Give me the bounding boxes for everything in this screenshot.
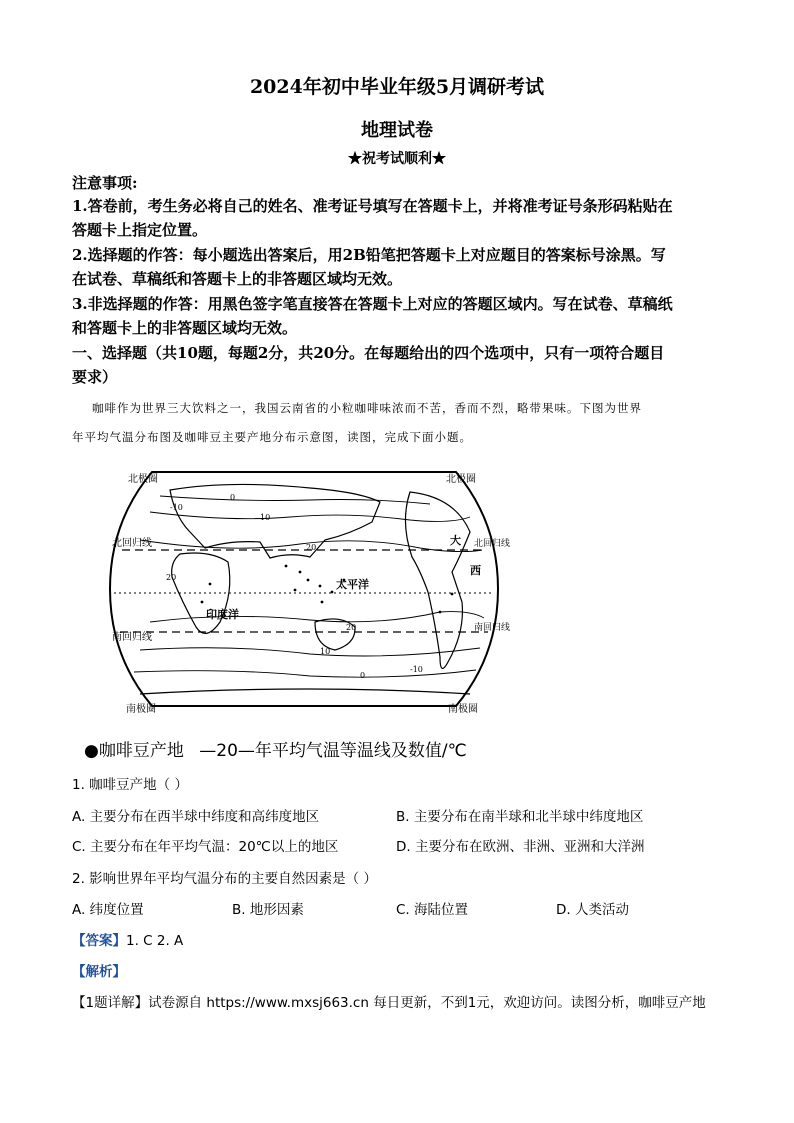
analysis-line xyxy=(72,960,126,980)
isotherm-value: 10 xyxy=(260,513,271,522)
map-legend xyxy=(84,736,467,761)
answer-line xyxy=(72,929,183,949)
answer-tag: 【答案】 xyxy=(72,933,126,949)
coffee-dot xyxy=(209,583,212,586)
isotherm-value: -10 xyxy=(410,665,423,674)
isotherm-value: 10 xyxy=(320,647,331,656)
detail-tag: 【1题详解】 xyxy=(72,995,149,1011)
detail-text: 试卷源自 https://www.mxsj663.cn 每日更新，不到1元，欢迎访问。读图分析，咖啡豆产地 xyxy=(148,995,706,1011)
exam-wish: ★祝考试顺利★ xyxy=(348,151,446,167)
q2-option-b: B. 地形因素 xyxy=(232,902,304,918)
q1-option-b: B. 主要分布在南半球和北半球中纬度地区 xyxy=(396,809,644,825)
analysis-tag: 【解析】 xyxy=(72,964,126,980)
label-tropic-north-right: 北回归线 xyxy=(474,539,511,549)
label-indian: 印度洋 xyxy=(206,608,239,621)
q2-option-a: A. 纬度位置 xyxy=(72,902,144,918)
isotherm-value: -10 xyxy=(170,503,183,512)
exam-subtitle: 地理试卷 xyxy=(361,120,433,141)
notice-item-1a: 1.答卷前，考生务必将自己的姓名、准考证号填写在答题卡上，并将准考证号条形码粘贴在 xyxy=(72,197,673,215)
legend-line-label: —20—年平均气温等温线及数值/℃ xyxy=(199,741,467,761)
notice-heading: 注意事项: xyxy=(72,174,138,192)
coffee-dot xyxy=(439,611,442,614)
intro-line-1: 咖啡作为世界三大饮料之一，我国云南省的小粒咖啡味浓而不苦，香而不烈，略带果味。下图为世界 xyxy=(92,401,642,415)
coffee-dot xyxy=(299,571,302,574)
analysis-detail xyxy=(72,991,732,1011)
q2-option-d: D. 人类活动 xyxy=(556,902,629,918)
notice-item-2a: 2.选择题的作答：每小题选出答案后，用2B铅笔把答题卡上对应题目的答案标号涂黑。写 xyxy=(72,246,666,264)
isotherm-value: 20 xyxy=(306,543,317,552)
coffee-dot xyxy=(201,601,204,604)
coffee-dot xyxy=(307,579,310,582)
label-tropic-south-right: 南回归线 xyxy=(474,623,511,633)
q1-option-c: C. 主要分布在年平均气温：20℃以上的地区 xyxy=(72,839,339,855)
label-da: 大 xyxy=(450,534,461,547)
q1-option-a: A. 主要分布在西半球中纬度和高纬度地区 xyxy=(72,809,320,825)
notice-item-3b: 和答题卡上的非答题区域均无效。 xyxy=(72,319,298,337)
isotherm-value: 0 xyxy=(230,493,236,502)
label-south-pole-right: 南极圈 xyxy=(448,704,478,715)
q2-option-c: C. 海陆位置 xyxy=(396,902,469,918)
q1-stem: 1. 咖啡豆产地（ ） xyxy=(72,777,188,793)
label-xi: 西 xyxy=(470,564,481,577)
isotherm-value: 20 xyxy=(166,573,177,582)
label-north-pole-right: 北极圈 xyxy=(446,474,476,485)
label-south-pole: 南极圈 xyxy=(126,704,156,715)
coffee-dot xyxy=(319,585,322,588)
legend-dot-icon: ● xyxy=(84,741,99,761)
answer-text: 1. C 2. A xyxy=(126,933,184,949)
legend-dot-label: 咖啡豆产地 xyxy=(98,741,184,761)
notice-item-2b: 在试卷、草稿纸和答题卡上的非答题区域均无效。 xyxy=(72,270,403,288)
coffee-dot xyxy=(321,601,324,604)
exam-title: 2024年初中毕业年级5月调研考试 xyxy=(249,76,545,98)
isotherm-value: 20 xyxy=(346,623,357,632)
section-heading-2: 要求） xyxy=(72,368,118,386)
label-pacific: 太平洋 xyxy=(336,578,369,591)
notice-item-3a: 3.非选择题的作答：用黑色签字笔直接答在答题卡上对应的答题区域内。写在试卷、草稿纸 xyxy=(72,295,673,313)
label-tropic-south: 南回归线 xyxy=(112,632,152,643)
isotherm-value: 0 xyxy=(360,671,366,680)
coffee-dot xyxy=(285,565,288,568)
world-temperature-map xyxy=(110,462,511,716)
section-heading-1: 一、选择题（共10题，每题2分，共20分。在每题给出的四个选项中，只有一项符合题目 xyxy=(72,344,665,362)
label-north-pole: 北极圈 xyxy=(128,474,158,485)
coffee-dot xyxy=(331,591,334,594)
coffee-dot xyxy=(451,593,454,596)
coffee-dot xyxy=(294,589,297,592)
q2-stem: 2. 影响世界年平均气温分布的主要自然因素是（ ） xyxy=(72,871,377,887)
q1-option-d: D. 主要分布在欧洲、非洲、亚洲和大洋洲 xyxy=(396,839,645,855)
label-tropic-north: 北回归线 xyxy=(112,538,152,549)
intro-line-2: 年平均气温分布图及咖啡豆主要产地分布示意图，读图，完成下面小题。 xyxy=(72,430,472,444)
notice-item-1b: 答题卡上指定位置。 xyxy=(72,221,208,239)
